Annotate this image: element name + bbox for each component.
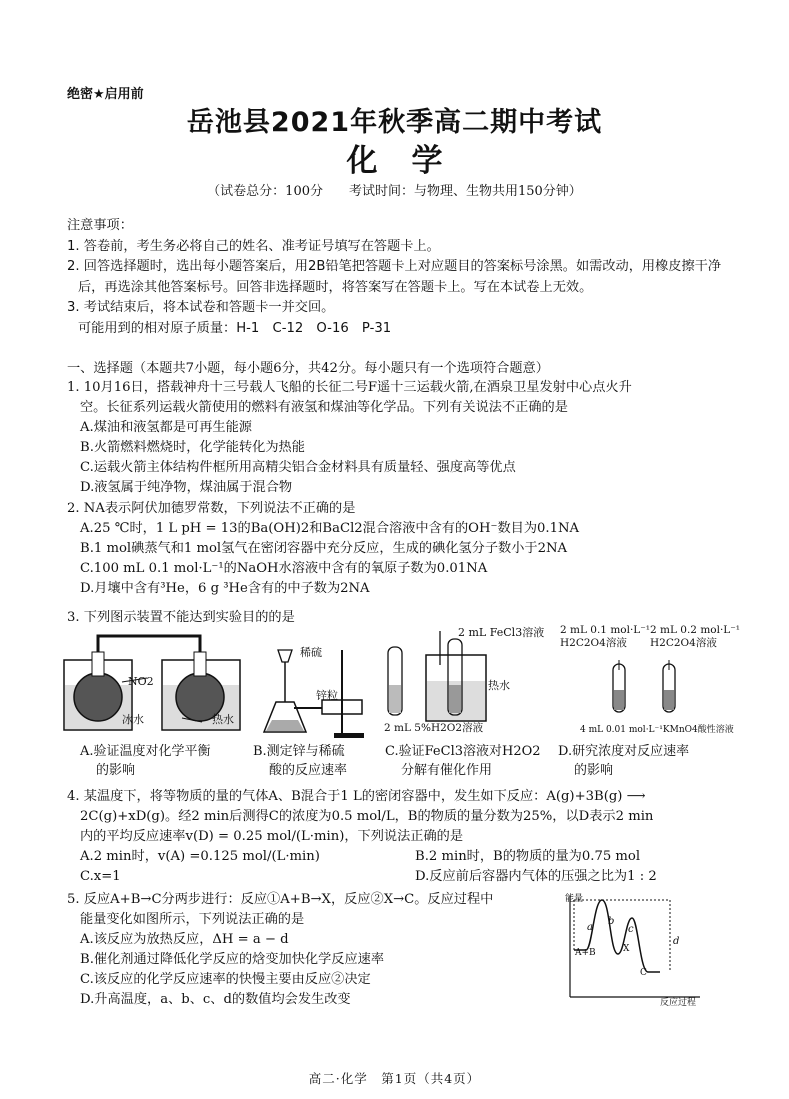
label-fecl3: 2 mL FeCl3溶液 [458, 626, 545, 639]
energy-axis-label: 能量 [565, 894, 584, 904]
figure-d-concentration-rate [565, 660, 725, 720]
option-d: D.升高温度，a、b、c、d的数值均会发生改变 [80, 992, 351, 1007]
option-c: C.运载火箭主体结构件框所用高精尖铝合金材料具有质量轻、强度高等优点 [80, 460, 516, 475]
section-heading: 一、选择题（本题共7小题，每小题6分，共42分。每小题只有一个选项符合题意） [67, 361, 549, 376]
option-a: A.该反应为放热反应，ΔH = a − d [80, 932, 289, 947]
option-c: C.该反应的化学反应速率的快慢主要由反应②决定 [80, 972, 371, 987]
question-stem: 2. NA表示阿伏加德罗常数，下列说法不正确的是 [67, 501, 356, 516]
label-c: C [640, 968, 647, 978]
question-stem: 2C(g)+xD(g)。经2 min后测得C的浓度为0.5 mol/L，B的物质的量分数为25%，以D表示2 min [80, 809, 654, 824]
label-d: d [673, 936, 680, 947]
question-stem: 1. 10月16日，搭载神舟十三号载人飞船的长征二号F遥十三运载火箭,在酒泉卫星发射中心点火升 [67, 380, 632, 395]
option-a: A.2 min时，v(A) =0.125 mol/(L·min) [80, 849, 320, 864]
caption-a: A.验证温度对化学平衡 的影响 [80, 744, 211, 778]
option-d: D.反应前后容器内气体的压强之比为1 : 2 [415, 869, 657, 884]
reaction-progress-label: 反应过程 [660, 998, 697, 1008]
notes-heading: 注意事项： [67, 218, 133, 233]
label-a: a [587, 922, 593, 933]
option-b: B.火箭燃料燃烧时，化学能转化为热能 [80, 440, 305, 455]
caption-d: D.研究浓度对反应速率 的影响 [558, 744, 690, 778]
exam-meta: （试卷总分：100分 考试时间：与物理、生物共用150分钟） [207, 184, 582, 199]
question-4 [67, 787, 757, 887]
atomic-masses: 可能用到的相对原子质量：H-1 C-12 O-16 P-31 [78, 320, 392, 336]
label-dilute-acid: 稀硫 [300, 646, 322, 659]
label-hot-water: 热水 [212, 713, 234, 726]
question-3-stem: 3. 下列图示装置不能达到实验目的的是 [67, 610, 295, 625]
option-c: C.x=1 [80, 869, 121, 884]
label-b: b [608, 916, 615, 927]
option-c: C.100 mL 0.1 mol·L⁻¹的NaOH水溶液中含有的氧原子数为0.01NA [80, 561, 488, 576]
label-zinc: 锌粒 [316, 689, 338, 702]
label-d-right: 2 mL 0.2 mol·L⁻¹ H2C2O4溶液 [650, 624, 741, 649]
label-c-energy: c [628, 924, 634, 935]
option-d: D.液氢属于纯净物，煤油属于混合物 [80, 480, 293, 495]
caption-c: C.验证FeCl3溶液对H2O2 分解有催化作用 [385, 744, 541, 778]
option-b: B.催化剂通过降低化学反应的焓变加快化学反应速率 [80, 952, 385, 967]
label-a-plus-b: A+B [575, 948, 596, 958]
note-item: 3. 考试结束后，将本试卷和答题卡一并交回。 [67, 300, 335, 315]
notes-block [67, 216, 747, 339]
exam-subject: 化学 [346, 143, 477, 179]
option-d: D.月壤中含有³He，6 g ³He含有的中子数为2NA [80, 581, 370, 596]
label-hot-water-c: 热水 [488, 679, 510, 692]
note-item: 1. 答卷前，考生务必将自己的姓名、准考证号填写在答题卡上。 [67, 238, 440, 254]
confidential-mark: 绝密★启用前 [67, 87, 144, 102]
question-1 [67, 378, 757, 498]
option-a: A.25 ℃时，1 L pH = 13的Ba(OH)2和BaCl2混合溶液中含有的OH⁻数目为0.1NA [80, 521, 580, 536]
option-b: B.2 min时，B的物质的量为0.75 mol [415, 849, 641, 864]
label-h2o2: 2 mL 5%H2O2溶液 [384, 722, 484, 734]
page-footer: 高二·化学 第1页（共4页） [308, 1071, 481, 1086]
question-5 [67, 890, 557, 1010]
question-stem: 空。长征系列运载火箭使用的燃料有液氢和煤油等化学品。下列有关说法不正确的是 [80, 400, 568, 415]
label-d-left: 2 mL 0.1 mol·L⁻¹ H2C2O4溶液 [560, 624, 651, 649]
caption-b: B.测定锌与稀硫 酸的反应速率 [253, 744, 348, 778]
question-stem: 5. 反应A+B→C分两步进行：反应①A+B→X，反应②X→C。反应过程中 [67, 892, 494, 907]
label-no2: NO2 [128, 675, 154, 688]
option-b: B.1 mol碘蒸气和1 mol氢气在密闭容器中充分反应，生成的碘化氢分子数小于2NA [80, 541, 568, 556]
label-x: X [623, 944, 630, 954]
label-kmno4: 4 mL 0.01 mol·L⁻¹KMnO4酸性溶液 [580, 725, 734, 735]
option-a: A.煤油和液氢都是可再生能源 [80, 420, 252, 435]
exam-title: 岳池县2021年秋季高二期中考试 [186, 107, 603, 138]
label-ice-water: 冰水 [122, 713, 144, 726]
question-stem: 能量变化如图所示，下列说法正确的是 [80, 912, 305, 927]
question-stem: 内的平均反应速率v(D) = 0.25 mol/(L·min)，下列说法正确的是 [80, 829, 464, 844]
question-stem: 4. 某温度下，将等物质的量的气体A、B混合于1 L的密闭容器中，发生如下反应：A(g)+3B(g) ⟶ [67, 789, 646, 804]
question-2 [67, 499, 757, 599]
note-item: 2. 回答选择题时，选出每小题答案后，用2B铅笔把答题卡上对应题目的答案标号涂黑。如需改动，用橡皮擦干净后，再选涂其他答案标号。回答非选择题时，将答案写在答题卡上。写在本试卷上无效。 [67, 259, 722, 295]
